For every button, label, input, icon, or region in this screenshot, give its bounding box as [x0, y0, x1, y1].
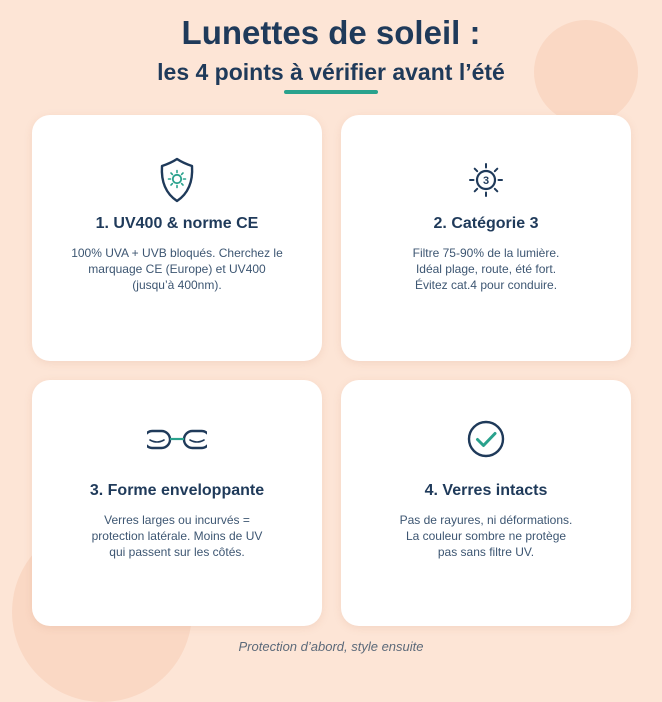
sun-category-icon: [456, 155, 516, 205]
card-wraparound: [32, 380, 322, 626]
card-title: 3. Forme enveloppante: [89, 482, 265, 499]
svg-text:3: 3: [482, 175, 490, 187]
card-description: Verres larges ou incurvés = protection latérale. Moins de UV qui passent sur les côtés.: [91, 513, 263, 559]
card-title: 2. Catégorie 3: [433, 215, 539, 232]
card-category-3: [341, 115, 631, 361]
card-intact-lenses: [341, 380, 631, 626]
page-title: Lunettes de soleil :: [181, 14, 481, 51]
card-description: Filtre 75-90% de la lumière. Idéal plage, route, été fort. Évitez cat.4 pour conduire.: [412, 246, 560, 292]
shield-sun-icon: [147, 155, 207, 205]
wraparound-glasses-icon: [147, 414, 207, 464]
check-circle-icon: [456, 414, 516, 464]
card-uv400: [32, 115, 322, 361]
card-title: 4. Verres intacts: [424, 482, 548, 499]
card-description: Pas de rayures, ni déformations. La couleur sombre ne protège pas sans filtre UV.: [399, 513, 573, 559]
title-underline: [284, 90, 378, 94]
page-subtitle: les 4 points à vérifier avant l’été: [157, 59, 505, 85]
card-description: 100% UVA + UVB bloqués. Cherchez le marquage CE (Europe) et UV400 (jusqu’à 400nm).: [71, 246, 283, 292]
footer-tagline: Protection d’abord, style ensuite: [238, 639, 424, 654]
card-title: 1. UV400 & norme CE: [95, 215, 259, 232]
